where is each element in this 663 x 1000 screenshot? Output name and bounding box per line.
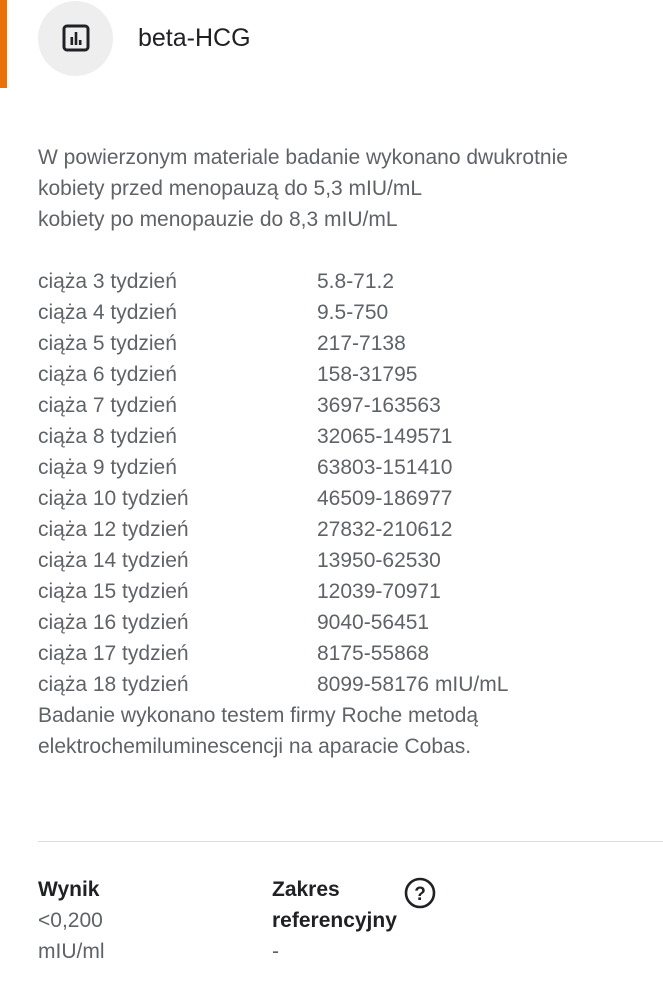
reference-label: Zakres referencyjny	[272, 878, 397, 932]
accent-bar	[0, 0, 7, 88]
divider	[38, 841, 663, 842]
pregnancy-range-value: 8175-55868	[317, 642, 430, 665]
pregnancy-range-value: 8099-58176 mIU/mL	[317, 673, 509, 696]
pregnancy-range-row	[38, 390, 638, 421]
pregnancy-week: ciąża 7 tydzień	[38, 394, 177, 417]
pregnancy-range-value: 12039-70971	[317, 580, 441, 603]
pregnancy-week: ciąża 5 tydzień	[38, 332, 177, 355]
question-circle-icon[interactable]	[404, 877, 436, 914]
pregnancy-week: ciąża 4 tydzień	[38, 301, 177, 324]
pregnancy-range-row	[38, 266, 638, 297]
pregnancy-range-row	[38, 421, 638, 452]
test-title: beta-HCG	[138, 23, 251, 52]
pregnancy-week: ciąża 10 tydzień	[38, 487, 189, 510]
result-unit: mIU/ml	[38, 940, 105, 963]
pregnancy-range-row	[38, 514, 638, 545]
pregnancy-range-row	[38, 576, 638, 607]
pregnancy-range-row	[38, 638, 638, 669]
pregnancy-range-row	[38, 545, 638, 576]
pregnancy-range-value: 63803-151410	[317, 456, 453, 479]
pregnancy-range-value: 27832-210612	[317, 518, 453, 541]
result-block	[38, 874, 258, 967]
description-line: kobiety przed menopauzą do 5,3 mIU/mL	[38, 177, 423, 200]
pregnancy-week: ciąża 9 tydzień	[38, 456, 177, 479]
pregnancy-week: ciąża 17 tydzień	[38, 642, 189, 665]
pregnancy-range-value: 158-31795	[317, 363, 418, 386]
description-footer-line: Badanie wykonano testem firmy Roche metodą	[38, 704, 479, 727]
pregnancy-week: ciąża 16 tydzień	[38, 611, 189, 634]
pregnancy-range-row	[38, 452, 638, 483]
pregnancy-range-row	[38, 607, 638, 638]
result-value: <0,200	[38, 909, 103, 932]
pregnancy-range-list	[38, 266, 638, 700]
pregnancy-range-value: 217-7138	[317, 332, 406, 355]
test-description	[38, 142, 638, 762]
description-footer-line: elektrochemiluminescencji na aparacie Cobas.	[38, 735, 472, 758]
pregnancy-range-row	[38, 297, 638, 328]
pregnancy-range-row	[38, 359, 638, 390]
pregnancy-week: ciąża 14 tydzień	[38, 549, 189, 572]
pregnancy-range-row	[38, 483, 638, 514]
pregnancy-range-value: 32065-149571	[317, 425, 453, 448]
pregnancy-range-value: 5.8-71.2	[317, 270, 395, 293]
description-line: kobiety po menopauzie do 8,3 mIU/mL	[38, 208, 398, 231]
pregnancy-range-value: 9.5-750	[317, 301, 389, 324]
result-label: Wynik	[38, 878, 100, 901]
reference-value: -	[272, 940, 279, 963]
pregnancy-range-value: 46509-186977	[317, 487, 453, 510]
reference-range-block	[272, 874, 412, 967]
pregnancy-range-value: 3697-163563	[317, 394, 441, 417]
test-header	[38, 0, 251, 76]
pregnancy-week: ciąża 8 tydzień	[38, 425, 177, 448]
pregnancy-week: ciąża 18 tydzień	[38, 673, 189, 696]
pregnancy-week: ciąża 3 tydzień	[38, 270, 177, 293]
pregnancy-week: ciąża 12 tydzień	[38, 518, 189, 541]
pregnancy-range-row	[38, 669, 638, 700]
pregnancy-week: ciąża 6 tydzień	[38, 363, 177, 386]
description-line: W powierzonym materiale badanie wykonano dwukrotnie	[38, 146, 568, 169]
bar-chart-icon	[38, 1, 113, 76]
pregnancy-range-value: 9040-56451	[317, 611, 430, 634]
pregnancy-week: ciąża 15 tydzień	[38, 580, 189, 603]
pregnancy-range-row	[38, 328, 638, 359]
pregnancy-range-value: 13950-62530	[317, 549, 441, 572]
svg-text:?: ?	[414, 884, 426, 905]
